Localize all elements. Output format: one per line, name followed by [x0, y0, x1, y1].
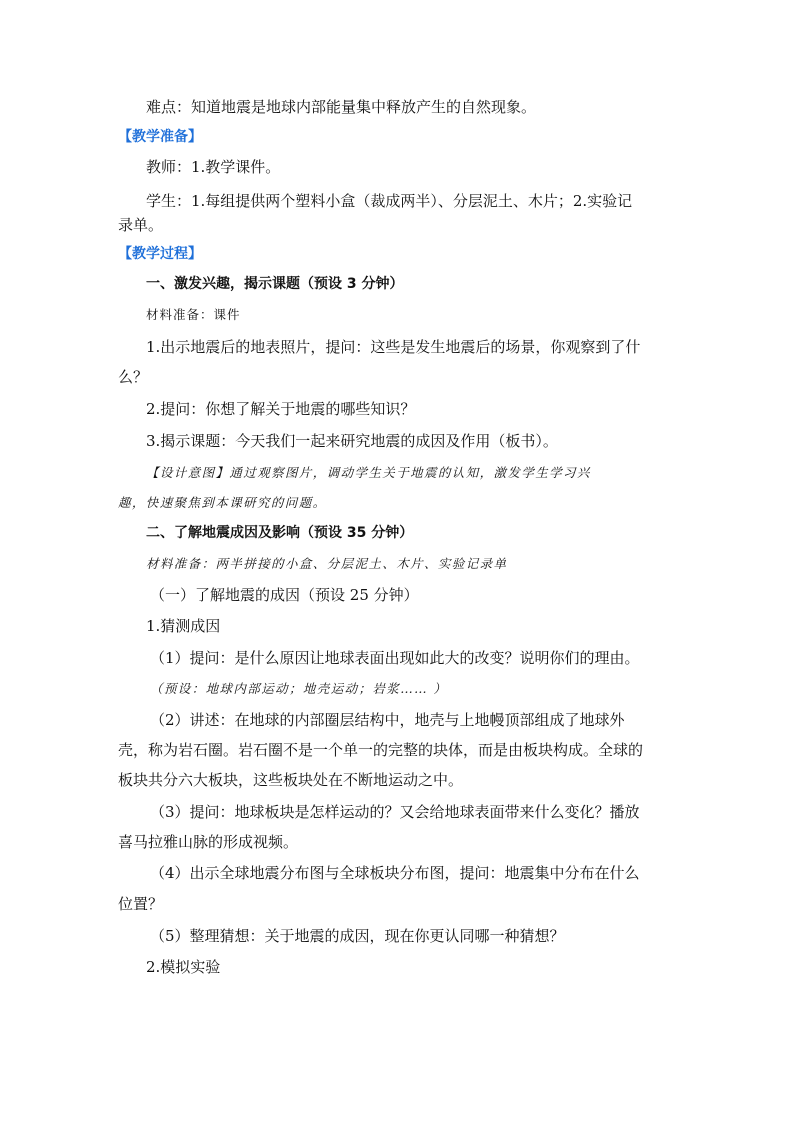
step1-question-4-cont: 位置？ — [118, 895, 164, 913]
part2-subsection-1: （一）了解地震的成因（预设 25 分钟） — [150, 586, 419, 604]
part1-title: 一、激发兴趣，揭示课题（预设 3 分钟） — [146, 276, 404, 292]
section-heading-process: 【教学过程】 — [118, 246, 202, 262]
section-heading-prep: 【教学准备】 — [118, 129, 202, 145]
step1-preset: （预设：地球内部运动；地壳运动；岩浆…… ） — [150, 681, 448, 696]
student-prep-text-cont: 录单。 — [118, 216, 164, 234]
part1-materials: 材料准备：课件 — [146, 307, 241, 322]
difficulty-text: 难点：知道地震是地球内部能量集中释放产生的自然现象。 — [146, 98, 537, 116]
part1-design-intent-cont: 趣，快速聚焦到本课研究的问题。 — [118, 495, 327, 510]
step1-question-3-cont: 喜马拉雅山脉的形成视频。 — [118, 833, 299, 851]
part1-question-1: 1.出示地震后的地表照片，提问：这些是发生地震后的场景，你观察到了什 — [146, 338, 641, 356]
step1-heading: 1.猜测成因 — [146, 617, 221, 635]
part2-title: 二、了解地震成因及影响（预设 35 分钟） — [146, 525, 414, 541]
step1-question-4: （4）出示全球地震分布图与全球板块分布图，提问：地震集中分布在什么 — [150, 864, 640, 882]
step1-question-2-cont2: 板块共分六大板块，这些板块处在不断地运动之中。 — [118, 771, 464, 789]
part2-materials: 材料准备：两半拼接的小盒、分层泥土、木片、实验记录单 — [146, 556, 508, 571]
student-prep-text: 学生：1.每组提供两个塑料小盒（裁成两半）、分层泥土、木片；2.实验记 — [146, 192, 633, 210]
part1-design-intent: 【设计意图】通过观察图片，调动学生关于地震的认知，激发学生学习兴 — [146, 465, 591, 480]
step1-question-5: （5）整理猜想：关于地震的成因，现在你更认同哪一种猜想？ — [150, 927, 565, 945]
step1-question-3: （3）提问：地球板块是怎样运动的？又会给地球表面带来什么变化？播放 — [150, 803, 640, 821]
step1-question-2: （2）讲述：在地球的内部圈层结构中，地壳与上地幔顶部组成了地球外 — [150, 711, 625, 729]
teacher-prep-text: 教师：1.教学课件。 — [146, 158, 281, 176]
part1-question-2: 2.提问：你想了解关于地震的哪些知识？ — [146, 400, 416, 418]
step2-heading: 2.模拟实验 — [146, 958, 221, 976]
part1-question-1-cont: 么？ — [118, 368, 149, 386]
part1-question-3: 3.揭示课题：今天我们一起来研究地震的成因及作用（板书）。 — [146, 432, 558, 450]
step1-question-2-cont1: 壳，称为岩石圈。岩石圈不是一个单一的完整的块体，而是由板块构成。全球的 — [118, 741, 644, 759]
step1-question-1: （1）提问：是什么原因让地球表面出现如此大的改变？说明你们的理由。 — [150, 649, 640, 667]
